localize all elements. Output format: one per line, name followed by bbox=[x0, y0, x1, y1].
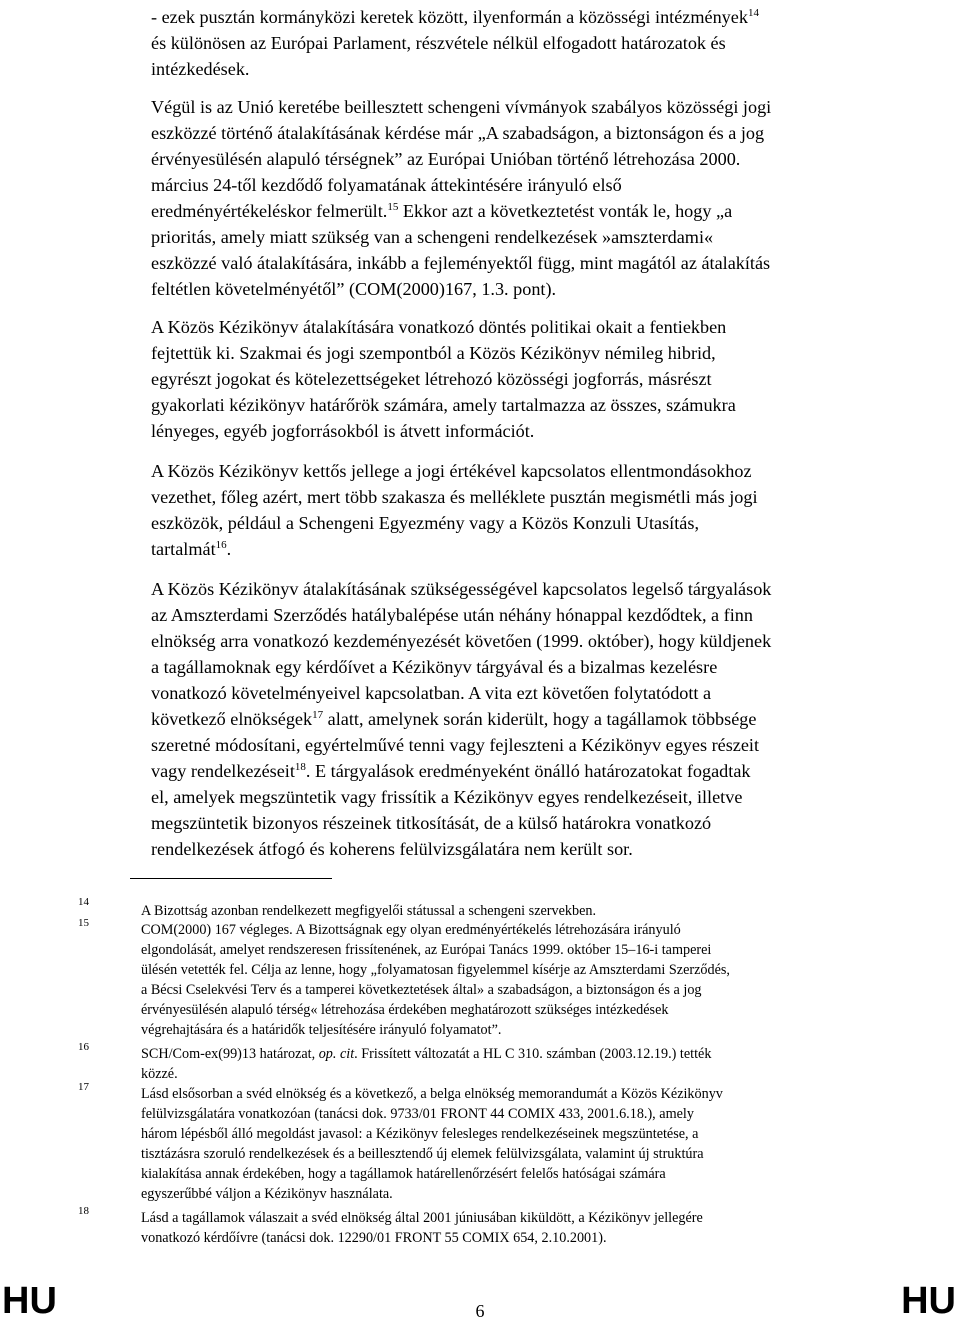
paragraph-intergovernmental bbox=[151, 4, 885, 82]
text-line: és különösen az Európai Parlament, részvétele nélkül elfogadott határozatok és bbox=[151, 33, 726, 53]
text-segment: tartalmát bbox=[151, 539, 216, 559]
footnote-ref-16: 16 bbox=[215, 538, 227, 551]
text-line: eszközzé történő átalakításának kérdése már „A szabadságon, a biztonságon és a jog bbox=[151, 123, 765, 143]
footnote-line: ülésén vetették fel. Célja az lenne, hogy „folyamatosan figyelemmel kísérje az Amszterdami Szerződés, bbox=[141, 962, 730, 978]
text-line: eszközzé való átalakítására, inkább a fejleményektől függ, mint magától az átalakítás bbox=[151, 253, 771, 273]
footnote-line: a Bécsi Cselekvési Terv és a tamperei következtetések által» a szabadságon, a biztonságon és a jog bbox=[141, 982, 702, 998]
footnote-line: három lépésből álló megoldást javasol: a Kézikönyv felesleges rendelkezéseinek megszüntetése, a bbox=[141, 1126, 699, 1142]
footnote-number-15: 15 bbox=[78, 917, 89, 929]
text-segment: alatt, amelynek során kiderült, hogy a tagállamok többsége bbox=[323, 709, 757, 729]
text-line: gyakorlati kézikönyv határőrök számára, amely tartalmazza az összes, számukra bbox=[151, 395, 736, 415]
text-line: elnökség arra vonatkozó kezdeményezését követően (1999. október), hogy küldjenek bbox=[151, 631, 772, 651]
footnote-15 bbox=[141, 920, 885, 1040]
footnote-italic: op. cit bbox=[318, 1046, 355, 1062]
footnote-line: COM(2000) 167 végleges. A Bizottságnak egy olyan eredményértékelés létrehozására irányuló bbox=[141, 922, 681, 938]
text-line: prioritás, amely miatt szükség van a schengeni rendelkezések »amszterdami« bbox=[151, 227, 714, 247]
text-line: érvényesülésén alapuló térségnek” az Európai Unióban történő létrehozása 2000. bbox=[151, 149, 741, 169]
footnote-line: Lásd elsősorban a svéd elnökség és a következő, a belga elnökség memorandumát a Közös Kézikönyv bbox=[141, 1086, 723, 1102]
text-line: A Közös Kézikönyv átalakításának szükségességével kapcsolatos legelső tárgyalások bbox=[151, 579, 772, 599]
paragraph-schengen-acquis bbox=[151, 94, 885, 302]
text-line: vezethet, főleg azért, mert több szakasza és melléklete pusztán megismétli más jogi bbox=[151, 487, 758, 507]
language-code-right: HU bbox=[901, 1280, 956, 1322]
page-number: 6 bbox=[475, 1301, 485, 1321]
footnote-17 bbox=[141, 1084, 885, 1204]
footnote-line: Lásd a tagállamok válaszait a svéd elnökség által 2001 júniusában kiküldött, a Kézikönyv jellegére bbox=[141, 1210, 703, 1226]
footnote-number-18: 18 bbox=[78, 1205, 89, 1217]
language-code-left: HU bbox=[2, 1280, 57, 1322]
text-line: fejtettük ki. Szakmai és jogi szempontból a Közös Kézikönyv némileg hibrid, bbox=[151, 343, 716, 363]
footnote-ref-14: 14 bbox=[747, 6, 759, 19]
footnote-separator bbox=[130, 878, 332, 879]
paragraph-common-manual-decision bbox=[151, 314, 885, 444]
text-line: szeretné módosítani, egyértelművé tenni vagy fejleszteni a Kézikönyv egyes részeit bbox=[151, 735, 760, 755]
footnote-line: felülvizsgálatára vonatkozóan (tanácsi dok. 9733/01 FRONT 44 COMIX 433, 2001.6.18.), amely bbox=[141, 1106, 694, 1122]
footnote-line: végrehajtására és a határidők teljesítésére irányuló folyamatot”. bbox=[141, 1022, 502, 1038]
text-segment: . E tárgyalások eredményeként önálló határozatokat fogadtak bbox=[305, 761, 751, 781]
footnote-number-14: 14 bbox=[78, 896, 89, 908]
text-line: A Közös Kézikönyv átalakítására vonatkozó döntés politikai okait a fentiekben bbox=[151, 317, 727, 337]
footnote-16 bbox=[141, 1044, 885, 1084]
text-line: megszüntetik bizonyos részeinek titkosítását, de a külső határokra vonatkozó bbox=[151, 813, 712, 833]
footnote-14 bbox=[141, 901, 885, 921]
paragraph-negotiations bbox=[151, 576, 885, 862]
footnote-line: közzé. bbox=[141, 1066, 178, 1082]
text-line: el, amelyek megszüntetik vagy frissítik a Kézikönyv egyes rendelkezéseit, illetve bbox=[151, 787, 743, 807]
text-line: Végül is az Unió keretébe beillesztett schengeni vívmányok szabályos közösségi jogi bbox=[151, 97, 772, 117]
text-line: lényeges, egyéb jogforrásokból is átvett információt. bbox=[151, 421, 535, 441]
text-line: vonatkozó követelményeivel kapcsolatban. A vita ezt követően folytatódott a bbox=[151, 683, 712, 703]
footnote-line: tisztázásra szoruló rendelkezések és a beillesztendő új elemek felülvizsgálata, valamint új struktúra bbox=[141, 1146, 704, 1162]
footnote-18 bbox=[141, 1208, 885, 1248]
text-line: az Amszterdami Szerződés hatálybalépése után néhány hónappal kezdődtek, a finn bbox=[151, 605, 753, 625]
footnote-line: vonatkozó kérdőívre (tanácsi dok. 12290/01 FRONT 55 COMIX 654, 2.10.2001). bbox=[141, 1230, 607, 1246]
text-line: A Közös Kézikönyv kettős jellege a jogi értékével kapcsolatos ellentmondásokhoz bbox=[151, 461, 752, 481]
footnote-number-17: 17 bbox=[78, 1081, 89, 1093]
text-line: eszközök, például a Schengeni Egyezmény vagy a Közös Konzuli Utasítás, bbox=[151, 513, 699, 533]
text-segment: következő elnökségek bbox=[151, 709, 313, 729]
footnote-line: A Bizottság azonban rendelkezett megfigyelői státussal a schengeni szervekben. bbox=[141, 903, 597, 919]
footnote-ref-18: 18 bbox=[294, 760, 306, 773]
footnote-number-16: 16 bbox=[78, 1041, 89, 1053]
footnote-segment: SCH/Com-ex(99)13 határozat, bbox=[141, 1046, 319, 1062]
text-segment: . bbox=[226, 539, 232, 559]
text-line: - ezek pusztán kormányközi keretek között, ilyenformán a közösségi intézmények bbox=[151, 7, 748, 27]
text-segment: Ekkor azt a következtetést vonták le, hogy „a bbox=[398, 201, 733, 221]
text-line: feltétlen követelményétől” (COM(2000)167, 1.3. pont). bbox=[151, 279, 557, 299]
footnote-ref-17: 17 bbox=[312, 708, 324, 721]
footnote-line: egyszerűbbé váljon a Kézikönyv használata. bbox=[141, 1186, 393, 1202]
text-line: egyrészt jogokat és kötelezettségeket létrehozó közösségi jogforrás, másrészt bbox=[151, 369, 712, 389]
text-line: a tagállamoknak egy kérdőívet a Kézikönyv tárgyával és a bizalmas kezelésre bbox=[151, 657, 718, 677]
footnote-line: elgondolását, amelyet rendszeresen frissítenének, az Európai Tanács 1999. október 15–16-i tamperei bbox=[141, 942, 712, 958]
paragraph-dual-nature bbox=[151, 458, 885, 562]
text-line: március 24-től kezdődő folyamatának áttekintésére irányuló első bbox=[151, 175, 622, 195]
text-segment: eredményértékeléskor felmerült. bbox=[151, 201, 388, 221]
footnote-line: kialakítása annak érdekében, hogy a tagállamok határellenőrzésért felelős hatóságai számára bbox=[141, 1166, 666, 1182]
footnote-segment: . Frissített változatát a HL C 310. számban (2003.12.19.) tették bbox=[354, 1046, 712, 1062]
text-segment: vagy rendelkezéseit bbox=[151, 761, 295, 781]
text-line: intézkedések. bbox=[151, 59, 250, 79]
text-line: rendelkezések átfogó és koherens felülvizsgálatára nem került sor. bbox=[151, 839, 633, 859]
footnote-line: érvényesülésén alapuló térség« létrehozása érdekében meghatározott szükséges intézkedések bbox=[141, 1002, 669, 1018]
footnote-ref-15: 15 bbox=[387, 200, 399, 213]
